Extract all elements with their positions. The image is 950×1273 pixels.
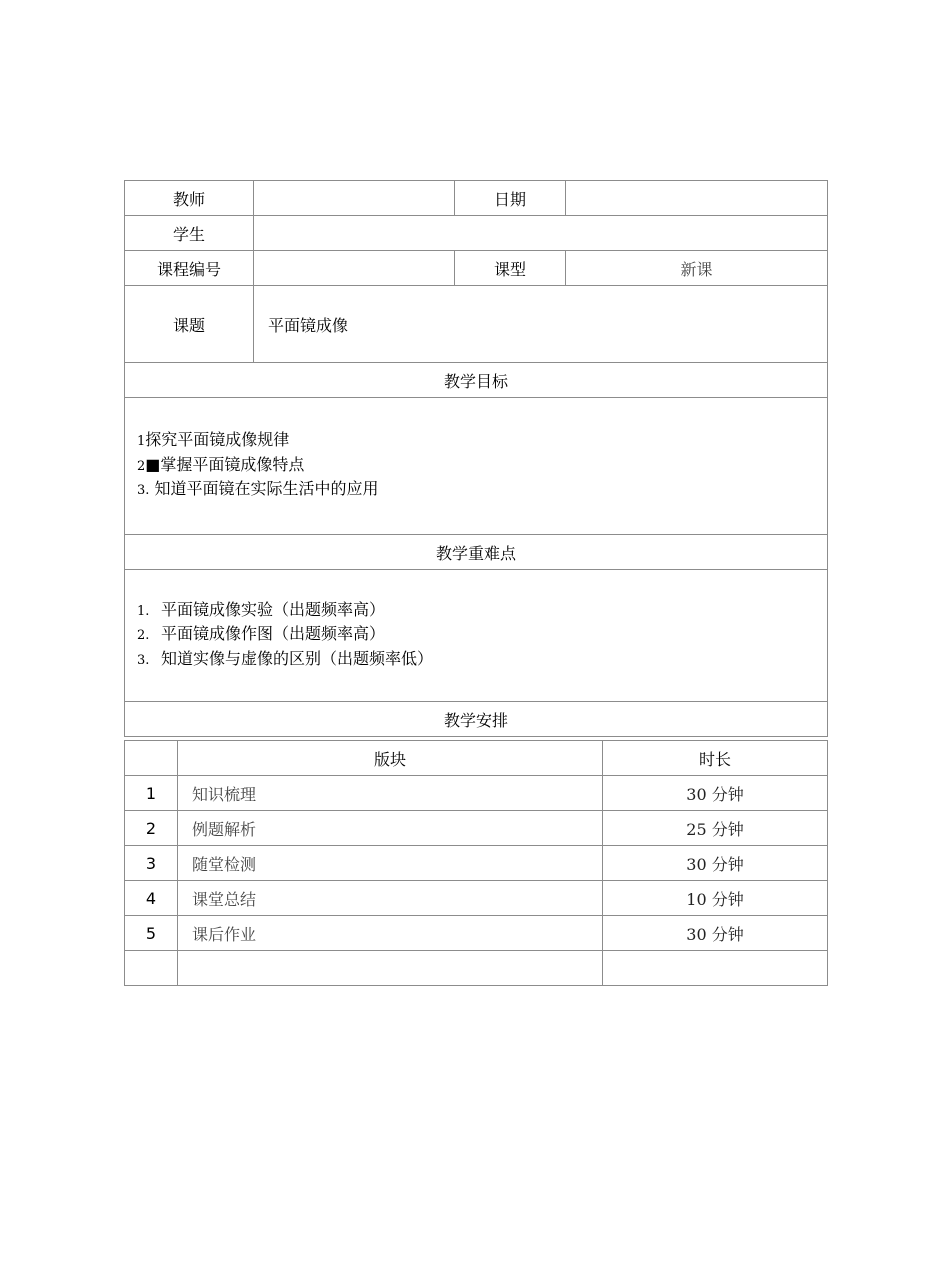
teacher-label: 教师 [125,181,254,216]
module-column-header: 版块 [178,741,603,776]
teacher-row [125,181,828,216]
schedule-heading: 教学安排 [125,702,828,737]
row-module: 课堂总结 [178,881,603,916]
schedule-table [124,740,828,986]
table-row [125,811,828,846]
topic-label: 课题 [125,286,254,363]
date-label: 日期 [455,181,566,216]
student-row [125,216,828,251]
row-duration: 30 分钟 [603,776,828,811]
objective-item-3: 3. 知道平面镜在实际生活中的应用 [137,479,379,499]
topic-value: 平面镜成像 [254,286,828,363]
row-module: 知识梳理 [178,776,603,811]
row-duration: 10 分钟 [603,881,828,916]
row-duration: 30 分钟 [603,846,828,881]
table-row [125,951,828,986]
key-point-item-2: 2. 平面镜成像作图（出题频率高） [137,624,386,644]
table-row [125,776,828,811]
table-row [125,916,828,951]
course-no-label: 课程编号 [125,251,254,286]
key-point-item-1: 1. 平面镜成像实验（出题频率高） [137,599,386,619]
row-index: 1 [125,776,178,811]
objectives-heading: 教学目标 [125,363,828,398]
objectives-list [125,398,828,535]
topic-row [125,286,828,363]
date-value [566,181,828,216]
key-points-heading: 教学重难点 [125,535,828,570]
schedule-header-row [125,741,828,776]
row-index: 4 [125,881,178,916]
key-points-list [125,570,828,702]
student-value [254,216,828,251]
lesson-info-table [124,180,828,737]
duration-column-header: 时长 [603,741,828,776]
row-module: 课后作业 [178,916,603,951]
course-type-value: 新课 [566,251,828,286]
objective-item-1: 1探究平面镜成像规律 [137,430,290,450]
key-points-heading-row [125,535,828,570]
row-module: 例题解析 [178,811,603,846]
schedule-index-header [125,741,178,776]
key-point-item-3: 3. 知道实像与虚像的区别（出题频率低） [137,648,434,668]
row-module [178,951,603,986]
objectives-heading-row [125,363,828,398]
row-duration [603,951,828,986]
row-index: 3 [125,846,178,881]
row-index: 5 [125,916,178,951]
row-index: 2 [125,811,178,846]
row-index [125,951,178,986]
objectives-body-row [125,398,828,535]
course-row [125,251,828,286]
key-points-body-row [125,570,828,702]
row-duration: 30 分钟 [603,916,828,951]
course-no-value [254,251,455,286]
table-row [125,881,828,916]
course-type-label: 课型 [455,251,566,286]
teacher-value [254,181,455,216]
table-row [125,846,828,881]
row-duration: 25 分钟 [603,811,828,846]
schedule-heading-row [125,702,828,737]
objective-item-2: 2■掌握平面镜成像特点 [137,454,305,474]
row-module: 随堂检测 [178,846,603,881]
student-label: 学生 [125,216,254,251]
